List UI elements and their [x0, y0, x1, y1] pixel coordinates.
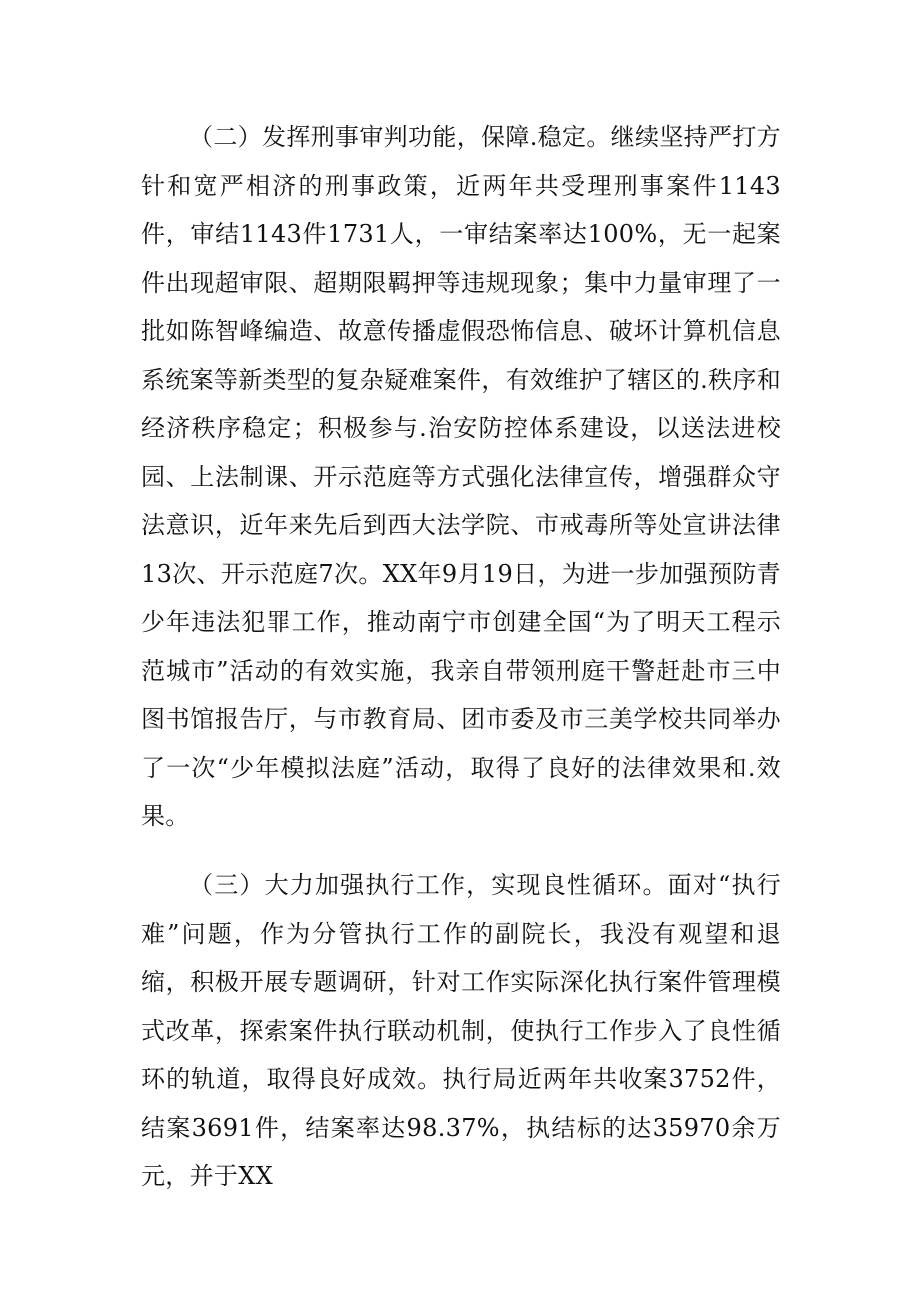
- paragraph-criminal-trial: （二）发挥刑事审判功能，保障.稳定。继续坚持严打方针和宽严相济的刑事政策，近两年共受理刑事案件1143件，审结1143件1731人，一审结案率达100%，无一起案件出现超审限、超期限羁押等违规现象；集中力量审理了一批如陈智峰编造、故意传播虚假恐怖信息、破坏计算机信息系统案等新类型的复杂疑难案件，有效维护了辖区的.秩序和经济秩序稳定；积极参与.治安防控体系建设，以送法进校园、上法制课、开示范庭等方式强化法律宣传，增强群众守法意识，近年来先后到西大法学院、市戒毒所等处宣讲法律13次、开示范庭7次。XX年9月19日，为进一步加强预防青少年违法犯罪工作，推动南宁市创建全国“为了明天工程示范城市”活动的有效实施，我亲自带领刑庭干警赶赴市三中图书馆报告厅，与市教育局、团市委及市三美学校共同举办了一次“少年模拟法庭”活动，取得了良好的法律效果和.效果。: [141, 123, 781, 830]
- paragraph-enforcement: （三）大力加强执行工作，实现良性循环。面对“执行难”问题，作为分管执行工作的副院长，我没有观望和退缩，积极开展专题调研，针对工作实际深化执行案件管理模式改革，探索案件执行联动机制，使执行工作步入了良性循环的轨道，取得良好成效。执行局近两年共收案3752件，结案3691件，结案率达98.37%，执结标的达35970余万元，并于XX: [141, 871, 781, 1190]
